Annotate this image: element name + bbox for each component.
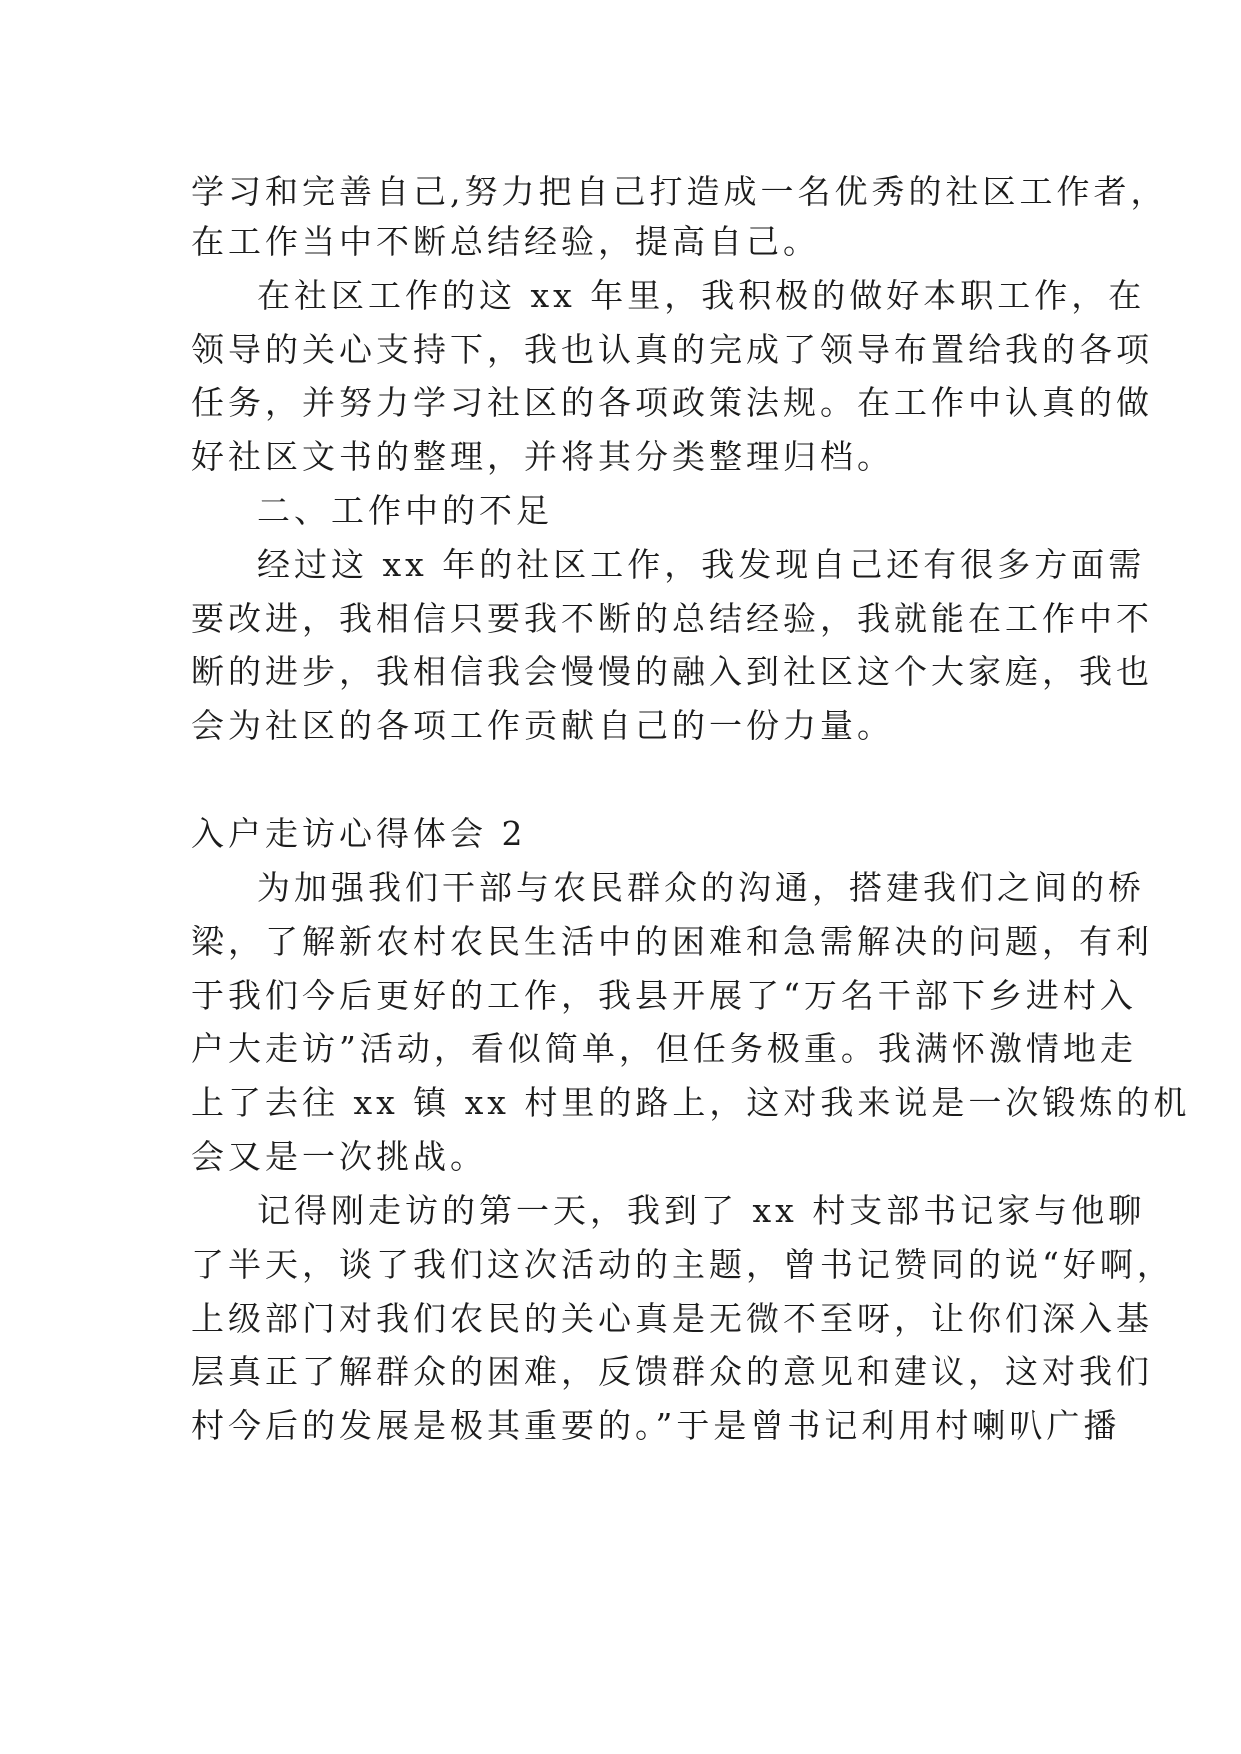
paragraph-line: 好社区文书的整理，并将其分类整理归档。 bbox=[191, 437, 894, 476]
paragraph-line: 在工作当中不断总结经验，提高自己。 bbox=[191, 222, 820, 261]
paragraph-line: 户大走访”活动，看似简单，但任务极重。我满怀激情地走 bbox=[191, 1029, 1137, 1068]
paragraph-line: 会为社区的各项工作贡献自己的一份力量。 bbox=[191, 706, 894, 745]
document-title: 入户走访心得体会 2 bbox=[191, 814, 527, 853]
paragraph-line: 领导的关心支持下，我也认真的完成了领导布置给我的各项 bbox=[191, 330, 1153, 369]
paragraph-line: 断的进步，我相信我会慢慢的融入到社区这个大家庭，我也 bbox=[191, 652, 1153, 691]
paragraph-line: 经过这 xx 年的社区工作，我发现自己还有很多方面需 bbox=[257, 545, 1146, 584]
paragraph-line: 于我们今后更好的工作，我县开展了“万名干部下乡进村入 bbox=[191, 976, 1137, 1015]
paragraph-line: 村今后的发展是极其重要的。”于是曾书记利用村喇叭广播 bbox=[191, 1406, 1121, 1445]
paragraph-line: 学习和完善自己,努力把自己打造成一名优秀的社区工作者， bbox=[191, 172, 1168, 211]
paragraph-line: 会又是一次挑战。 bbox=[191, 1137, 487, 1176]
paragraph-line: 了半天，谈了我们这次活动的主题，曾书记赞同的说“好啊， bbox=[191, 1245, 1174, 1284]
paragraph-line: 梁，了解新农村农民生活中的困难和急需解决的问题，有利 bbox=[191, 922, 1153, 961]
paragraph-line: 任务，并努力学习社区的各项政策法规。在工作中认真的做 bbox=[191, 383, 1153, 422]
paragraph-line: 记得刚走访的第一天，我到了 xx 村支部书记家与他聊 bbox=[257, 1191, 1146, 1230]
paragraph-line: 上了去往 xx 镇 xx 村里的路上，这对我来说是一次锻炼的机 bbox=[191, 1083, 1191, 1122]
paragraph-line: 要改进，我相信只要我不断的总结经验，我就能在工作中不 bbox=[191, 599, 1153, 638]
paragraph-line: 层真正了解群众的困难，反馈群众的意见和建议，这对我们 bbox=[191, 1352, 1153, 1391]
paragraph-line: 上级部门对我们农民的关心真是无微不至呀，让你们深入基 bbox=[191, 1299, 1153, 1338]
section-heading: 二、工作中的不足 bbox=[257, 491, 553, 530]
paragraph-line: 为加强我们干部与农民群众的沟通，搭建我们之间的桥 bbox=[257, 868, 1145, 907]
paragraph-line: 在社区工作的这 xx 年里，我积极的做好本职工作，在 bbox=[257, 276, 1146, 315]
